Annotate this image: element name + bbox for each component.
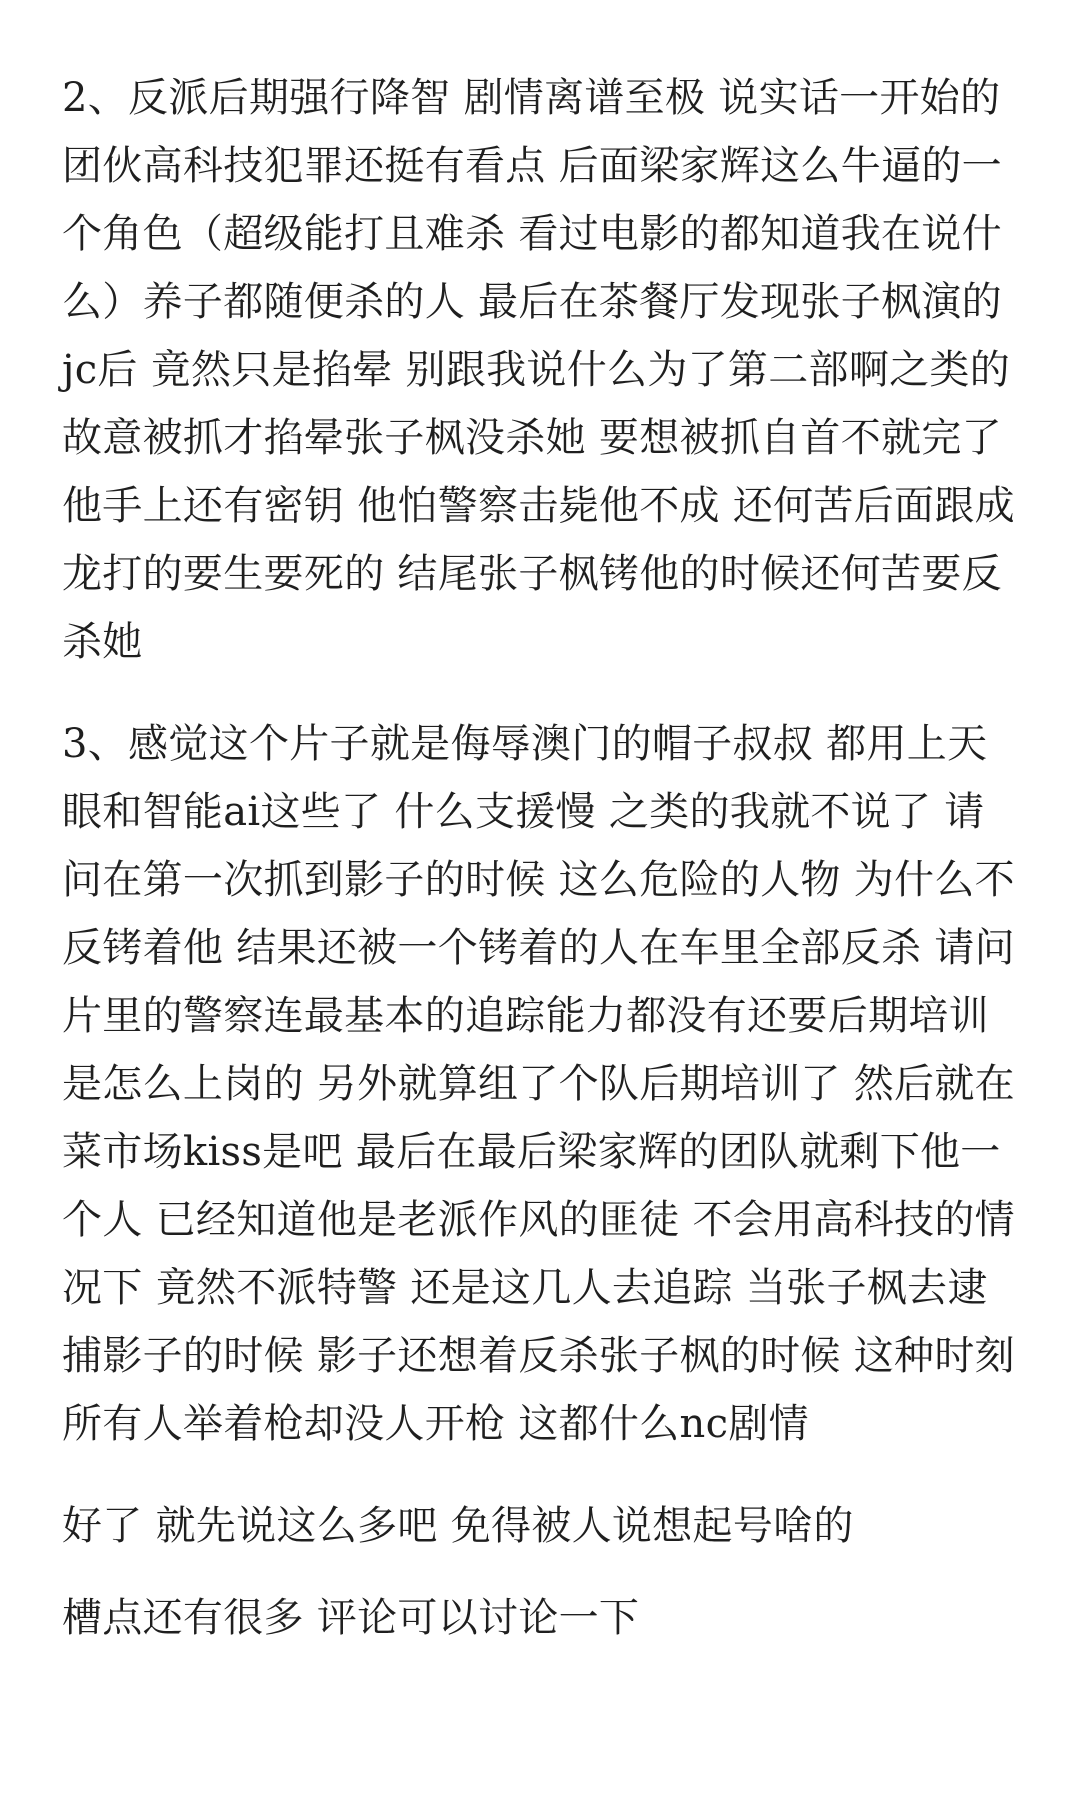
text-line: 个人 已经知道他是老派作风的匪徒 不会用高科技的情 xyxy=(62,1197,1015,1243)
text-line: 反铐着他 结果还被一个铐着的人在车里全部反杀 请问 xyxy=(62,925,1015,971)
text-line: 杀她 xyxy=(62,619,143,665)
text-line: 捕影子的时候 影子还想着反杀张子枫的时候 这种时刻 xyxy=(62,1333,1015,1379)
text-line: 问在第一次抓到影子的时候 这么危险的人物 为什么不 xyxy=(62,857,1015,903)
text-line: 么）养子都随便杀的人 最后在茶餐厅发现张子枫演的 xyxy=(62,279,1002,325)
closing-line: 槽点还有很多 评论可以讨论一下 xyxy=(62,1595,640,1641)
text-line: 他手上还有密钥 他怕警察击毙他不成 还何苦后面跟成 xyxy=(62,483,1015,529)
closing-line: 好了 就先说这么多吧 免得被人说想起号啥的 xyxy=(62,1503,854,1549)
text-line: jc后 竟然只是掐晕 别跟我说什么为了第二部啊之类的 xyxy=(62,347,1011,393)
text-line: 眼和智能ai这些了 什么支援慢 之类的我就不说了 请 xyxy=(62,789,985,835)
text-line: 是怎么上岗的 另外就算组了个队后期培训了 然后就在 xyxy=(62,1061,1015,1107)
text-line: 2、反派后期强行降智 剧情离谱至极 说实话一开始的 xyxy=(62,75,1001,121)
text-line: 个角色（超级能打且难杀 看过电影的都知道我在说什 xyxy=(62,211,1002,257)
text-line: 菜市场kiss是吧 最后在最后梁家辉的团队就剩下他一 xyxy=(62,1129,1001,1175)
text-line: 片里的警察连最基本的追踪能力都没有还要后期培训 xyxy=(62,993,989,1039)
text-line: 所有人举着枪却没人开枪 这都什么nc剧情 xyxy=(62,1401,809,1447)
text-line: 团伙高科技犯罪还挺有看点 后面梁家辉这么牛逼的一 xyxy=(62,143,1002,189)
text-line: 故意被抓才掐晕张子枫没杀她 要想被抓自首不就完了 xyxy=(62,415,1002,461)
text-line: 3、感觉这个片子就是侮辱澳门的帽子叔叔 都用上天 xyxy=(62,721,988,767)
text-line: 龙打的要生要死的 结尾张子枫铐他的时候还何苦要反 xyxy=(62,551,1002,597)
text-line: 况下 竟然不派特警 还是这几人去追踪 当张子枫去逮 xyxy=(62,1265,988,1311)
